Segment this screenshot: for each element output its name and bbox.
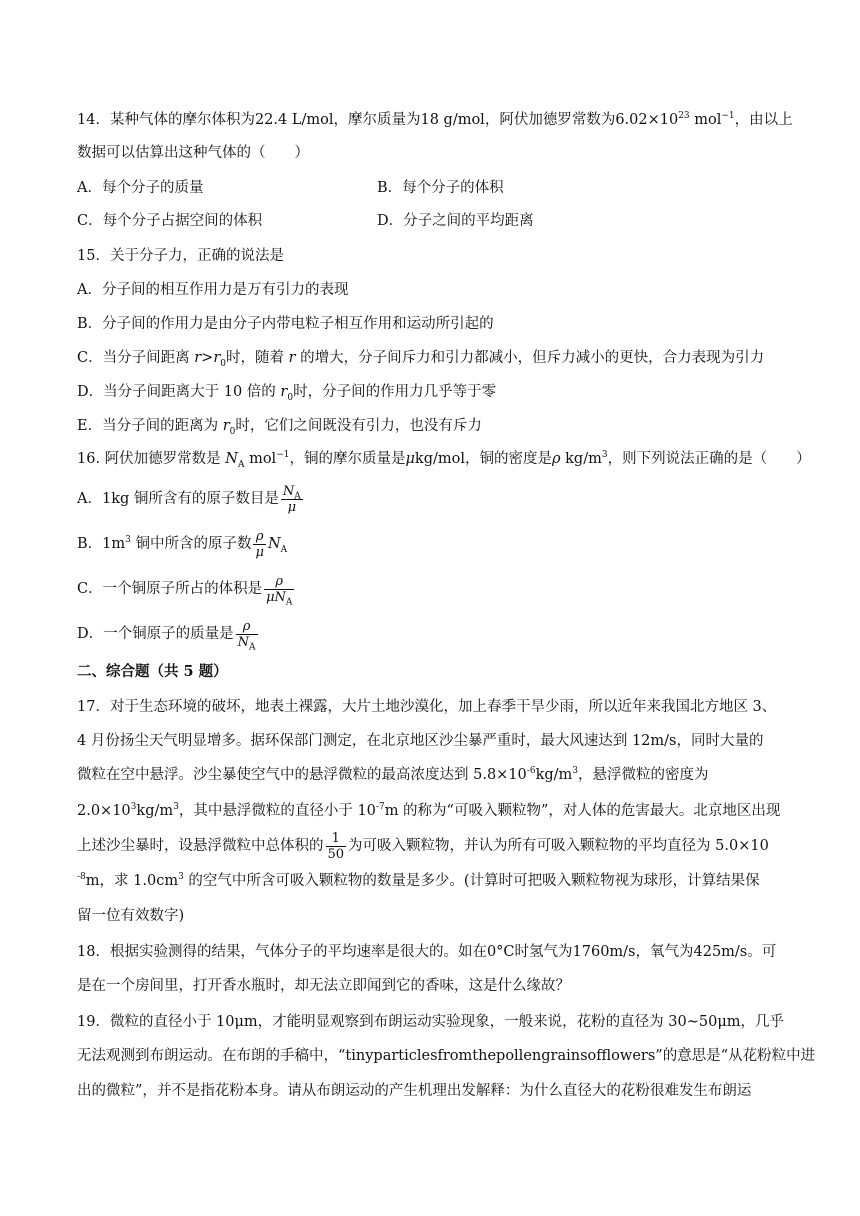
q19-line1: 19．微粒的直径小于 10μm，才能明显观察到布朗运动实验现象，一般来说，花粉的直径为 30~50μm，几乎: [77, 1014, 785, 1030]
q15-stem: 15．关于分子力，正确的说法是: [77, 248, 284, 264]
fraction-rho-over-mu: $\frac{\rho}{\mu}$: [255, 528, 264, 560]
q14-option-b: B．每个分子的体积: [377, 180, 504, 196]
q15-option-d: D．当分子间距离大于 10 倍的 $r_0$时，分子间的作用力几乎等于零: [77, 384, 497, 403]
q17-line6: $^{-8}$m，求 $1.0cm^3$ 的空气中所含可吸入颗粒物的数量是多少。(计算时可把吸入颗粒物视为球形，计算结果保: [77, 872, 760, 889]
fraction-rho-over-mu-na: $\frac{\rho}{\mu N_A}$: [266, 573, 293, 608]
q16-option-c: C．一个铜原子所占的体积是 $\frac{\rho}{\mu N_A}$: [77, 573, 293, 608]
q15-option-c: C．当分子间距离 $r>r_0$时，随着 r 的增大，分子间斥力和引力都减小，但斥力减小的更快，合力表现为引力: [77, 350, 765, 369]
q16-stem: 16. 阿伏加德罗常数是 $N_A$ mol$^{-1}$，铜的摩尔质量是μkg/mol，铜的密度是ρ $kg/m^3$，则下列说法正确的是（ ）: [77, 450, 811, 470]
q18-line2: 是在一个房间里，打开香水瓶时，却无法立即闻到它的香味，这是什么缘故？: [77, 978, 570, 994]
q17-line1: 17．对于生态环境的破坏，地表土裸露，大片土地沙漠化，加上春季干旱少雨，所以近年来我国北方地区 3、: [77, 699, 777, 715]
q17-line7: 留一位有效数字): [77, 908, 185, 924]
q17-line4: $2.0\times 10^3kg/m^3$，其中悬浮微粒的直径小于 $10^{-7}m$ 的称为“可吸入颗粒物”，对人体的危害最大。北京地区出现: [77, 802, 781, 819]
q19-line3: 出的微粒”，并不是指花粉本身。请从布朗运动的产生机理出发解释：为什么直径大的花粉很难发生布朗运: [77, 1083, 752, 1099]
q14-option-c: C．每个分子占据空间的体积: [77, 213, 263, 229]
q16-option-b: B．$1m^3$ 铜中所含的原子数 $\frac{\rho}{\mu}$ $N_A$: [77, 528, 288, 560]
q19-line2: 无法观测到布朗运动。在布朗的手稿中，“tinyparticlesfromthepollengrainsofflowers”的意思是“从花粉粒中进: [77, 1048, 816, 1064]
section-heading: 二、综合题（共 5 题）: [77, 663, 228, 680]
q16-option-d: D．一个铜原子的质量是 $\frac{\rho}{N_A}$: [77, 618, 256, 653]
q15-option-a: A．分子间的相互作用力是万有引力的表现: [77, 282, 349, 298]
q16-option-a: A．1kg 铜所含有的原子数目是 $\frac{N_A}{\mu}$: [77, 483, 301, 515]
q17-line2: 4 月份扬尘天气明显增多。据环保部门测定，在北京地区沙尘暴严重时，最大风速达到 12m/s，同时大量的: [77, 733, 764, 749]
q15-option-b: B．分子间的作用力是由分子内带电粒子相互作用和运动所引起的: [77, 316, 494, 332]
fraction-rho-over-na: $\frac{\rho}{N_A}$: [237, 618, 256, 653]
fraction-na-over-mu: $\frac{N_A}{\mu}$: [282, 483, 301, 515]
fraction-one-fiftieth: $\frac{1}{50}$: [327, 830, 345, 862]
q14-line1: 14．某种气体的摩尔体积为22.4 L/mol，摩尔质量为18 g/mol，阿伏加德罗常数为$6.02\times 10^{23}$ mol$^{-1}$，由以上: [77, 111, 793, 128]
q17-line5: 上述沙尘暴时，设悬浮微粒中总体积的 $\frac{1}{50}$ 为可吸入颗粒物，并认为所有可吸入颗粒物的平均直径为 5.0×10: [77, 830, 769, 862]
q18-line1: 18．根据实验测得的结果，气体分子的平均速率是很大的。如在0°C时氢气为1760m/s，氧气为425m/s。可: [77, 944, 777, 960]
q17-line3: 微粒在空中悬浮。沙尘暴使空气中的悬浮微粒的最高浓度达到 $5.8\times 10^{-6}kg/m^3$，悬浮微粒的密度为: [77, 766, 709, 783]
q15-option-e: E．当分子间的距离为 $r_0$时，它们之间既没有引力，也没有斥力: [77, 418, 482, 437]
q14-option-d: D．分子之间的平均距离: [377, 213, 534, 229]
q14-option-a: A．每个分子的质量: [77, 180, 204, 196]
q14-line2: 数据可以估算出这种气体的（ ）: [77, 145, 309, 161]
